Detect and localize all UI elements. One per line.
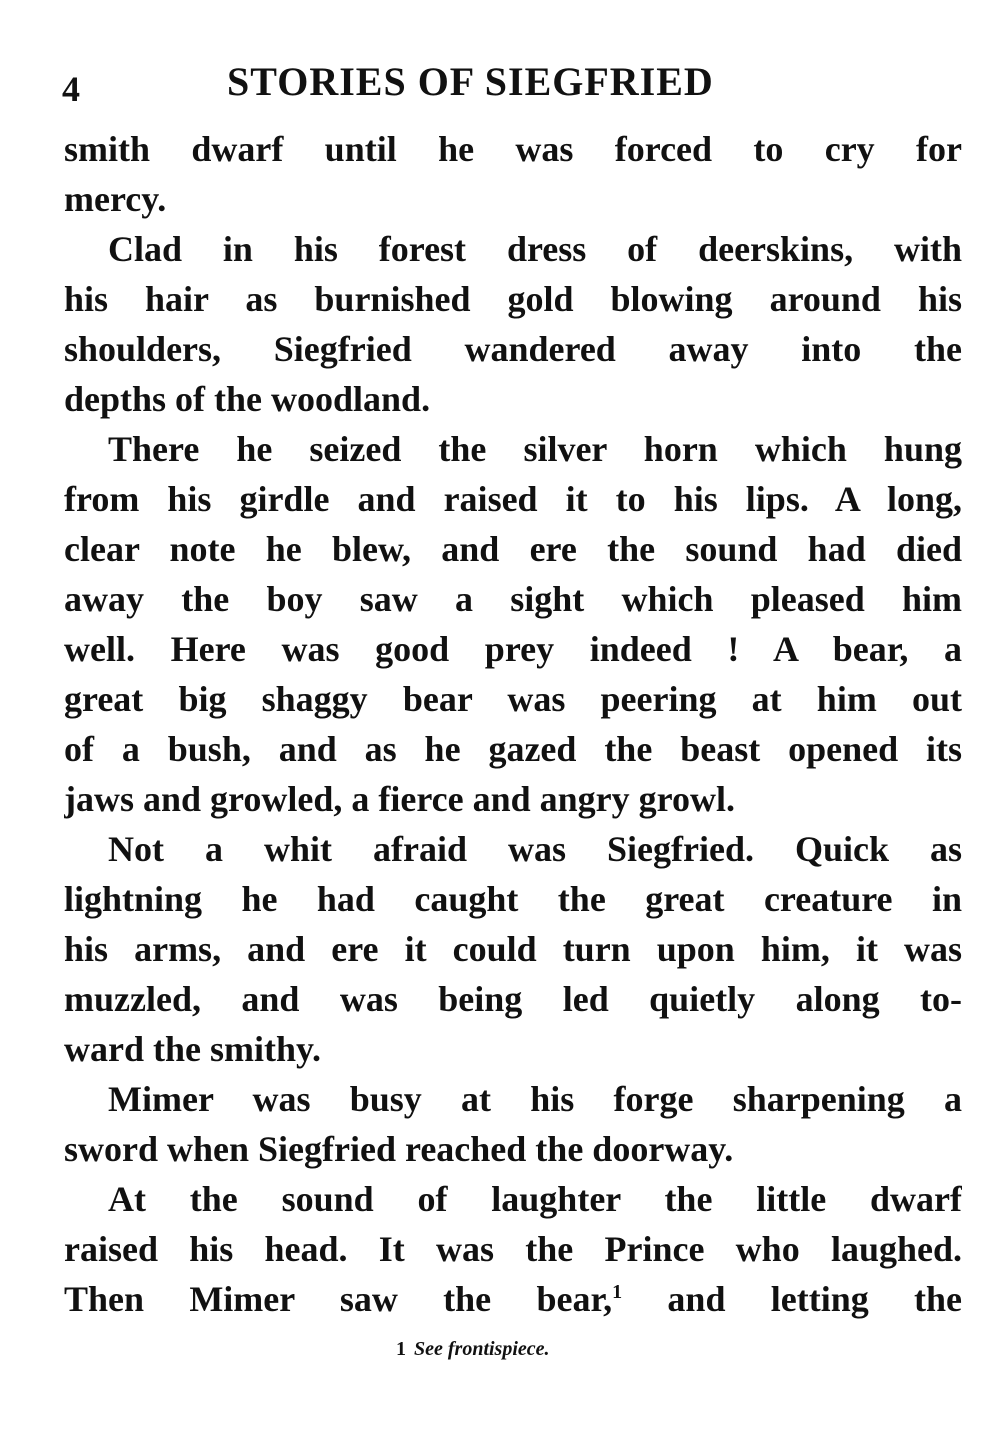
text-line: There he seized the silver horn which hung — [108, 429, 962, 469]
text-line: Mimer was busy at his forge sharpening a — [108, 1079, 962, 1119]
text-line: away the boy saw a sight which pleased him — [64, 579, 962, 619]
text-line: Clad in his forest dress of deerskins, with — [108, 229, 962, 269]
text-segment: and letting the — [667, 1279, 962, 1319]
text-line: his arms, and ere it could turn upon him, it was — [64, 929, 962, 969]
text-line-with-footnote — [64, 1274, 962, 1324]
running-title: STORIES OF SIEGFRIED — [227, 59, 714, 104]
text-line: jaws and growled, a fierce and angry growl. — [64, 779, 735, 819]
text-line: At the sound of laughter the little dwarf — [108, 1179, 962, 1219]
text-line: mercy. — [64, 179, 167, 219]
text-line: raised his head. It was the Prince who laughed. — [64, 1229, 962, 1269]
text-line: from his girdle and raised it to his lips. A long, — [64, 479, 962, 519]
text-line: shoulders, Siegfried wandered away into the — [64, 329, 962, 369]
text-line: of a bush, and as he gazed the beast opened its — [64, 729, 962, 769]
footnote-text: See frontispiece. — [414, 1338, 550, 1360]
text-line: sword when Siegfried reached the doorway. — [64, 1129, 734, 1169]
text-line: lightning he had caught the great creature in — [64, 879, 962, 919]
footnote-reference: 1 — [612, 1281, 623, 1303]
text-line: Not a whit afraid was Siegfried. Quick as — [108, 829, 962, 869]
page-header — [62, 50, 962, 110]
text-line: well. Here was good prey indeed ! A bear, a — [64, 629, 962, 669]
text-line: ward the smithy. — [64, 1029, 322, 1069]
text-line: his hair as burnished gold blowing around his — [64, 279, 962, 319]
text-line: great big shaggy bear was peering at him out — [64, 679, 962, 719]
footnote — [396, 1338, 550, 1361]
text-line: clear note he blew, and ere the sound had died — [64, 529, 962, 569]
text-line: smith dwarf until he was forced to cry for — [64, 129, 962, 169]
body-text — [64, 124, 962, 1324]
text-line: muzzled, and was being led quietly along to- — [64, 979, 962, 1019]
text-segment: Then Mimer saw the bear, — [64, 1279, 613, 1319]
page-number: 4 — [62, 69, 80, 109]
footnote-mark: 1 — [396, 1338, 406, 1360]
text-line: depths of the woodland. — [64, 379, 431, 419]
